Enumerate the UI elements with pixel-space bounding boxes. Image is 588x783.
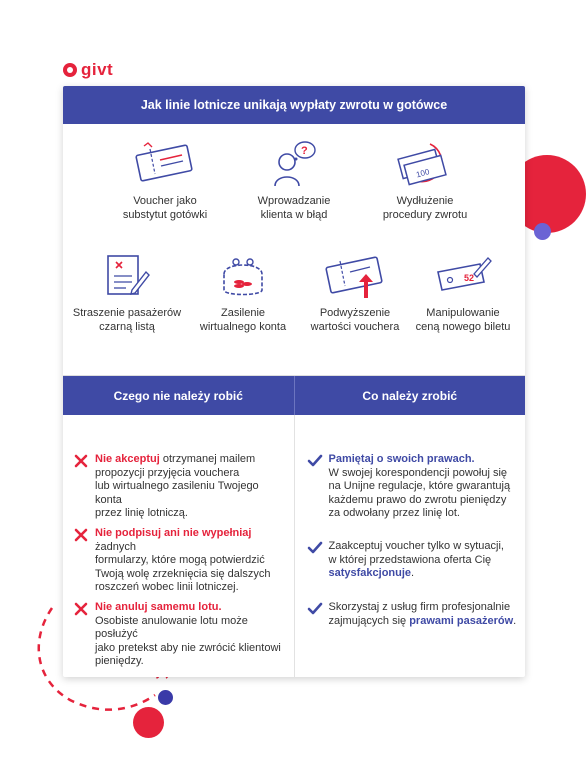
ticket-price-edit-icon <box>432 252 494 300</box>
svg-text:100: 100 <box>415 167 431 180</box>
do-column-title: Co należy zrobić <box>362 388 458 403</box>
tactic-label: wartości vouchera <box>310 321 400 333</box>
confused-person-icon <box>269 140 319 188</box>
decor-red-dot-bottom <box>133 707 164 738</box>
rule-text: przez linię lotniczą. <box>95 507 188 519</box>
checkmark-icon <box>307 540 323 556</box>
tactic-label: wirtualnego konta <box>199 321 287 333</box>
tactic-label: Manipulowanie <box>426 307 500 319</box>
tactic-prolonging <box>355 140 495 222</box>
svg-text:52: 52 <box>464 273 475 283</box>
rule-highlight: prawami pasażerów <box>409 614 514 627</box>
rule-text: Zaakceptuj voucher tylko w sytuacji, <box>328 540 504 552</box>
do-column <box>295 415 526 677</box>
dont-column <box>63 415 295 677</box>
rule-text: Twoją wolę zrzeknięcia się dalszych <box>95 567 271 580</box>
rule-text: zajmujących się <box>328 614 410 627</box>
checkmark-icon <box>307 601 323 617</box>
dont-rule <box>73 601 288 669</box>
dont-column-title: Czego nie należy robić <box>63 376 295 415</box>
ticket-up-arrow-icon <box>324 252 386 300</box>
rule-text: . <box>411 567 415 579</box>
tactic-label: Podwyższenie <box>319 307 391 319</box>
decor-blue-dot <box>534 223 551 240</box>
rule-text: propozycji przyjęcia vouchera <box>95 466 240 479</box>
cross-icon <box>73 453 89 469</box>
do-rule <box>307 540 519 581</box>
tactic-label: Wydłużenie <box>396 195 454 207</box>
rule-highlight: Nie podpisuj ani nie wypełniaj <box>95 527 252 539</box>
rule-text: pieniędzy. <box>95 655 144 667</box>
logo-text: givt <box>81 60 114 79</box>
tactic-label: Voucher jako <box>133 195 197 207</box>
tactic-misleading <box>224 140 364 222</box>
tactic-label: ceną nowego biletu <box>415 321 511 333</box>
tactic-label: procedury zwrotu <box>382 209 468 221</box>
rule-text: formularzy, które mogą potwierdzić <box>95 554 265 566</box>
rule-text: jako pretekst aby nie zwrócić klientowi <box>95 641 281 654</box>
rule-text: . <box>513 614 517 627</box>
cross-icon <box>73 527 89 543</box>
decor-blue-dot-bottom <box>158 690 173 705</box>
rule-text: każdemu prawo do zwrotu pieniędzy <box>328 493 507 506</box>
tactic-label: czarną listą <box>99 321 155 333</box>
document-pen-icon <box>102 252 152 300</box>
tactic-price-manipulation <box>393 252 525 334</box>
tactic-label: substytut gotówki <box>122 209 208 221</box>
do-rule <box>307 601 519 628</box>
rule-text: za odwołany przez linię lot. <box>328 507 460 519</box>
rule-text: roszczeń wobec linii lotniczej. <box>95 581 239 593</box>
rule-text: Osobiste anulowanie lotu może posłużyć <box>95 614 248 640</box>
rule-text: lub wirtualnego zasileniu Twojego konta <box>95 480 259 506</box>
givt-logo <box>63 60 113 80</box>
rule-text: żadnych <box>95 540 136 553</box>
tactic-label: Zasilenie <box>220 307 266 319</box>
infographic-title: Jak linie lotnicze unikają wypłaty zwrotu w gotówce <box>63 86 525 124</box>
tactic-voucher <box>95 140 235 222</box>
svg-text:?: ? <box>301 145 308 157</box>
rule-text: na Unijne regulacje, które gwarantują <box>328 480 511 492</box>
rules-columns <box>63 415 525 677</box>
logo-mark-icon <box>63 63 77 77</box>
dont-rule <box>73 527 288 595</box>
infographic-card <box>63 86 525 677</box>
rule-text: W swojej korespondencji powołuj się <box>328 466 508 479</box>
checkmark-icon <box>307 453 323 469</box>
wallet-coins-icon <box>218 252 268 300</box>
tactic-label: Wprowadzanie <box>257 195 331 207</box>
ticket-icon <box>134 140 196 188</box>
rule-text: otrzymanej mailem <box>159 453 256 465</box>
money-clock-icon <box>394 140 456 188</box>
rule-text: Skorzystaj z usług firm profesjonalnie <box>328 601 511 613</box>
rule-highlight: Nie akceptuj <box>95 453 160 465</box>
rule-highlight: satysfakcjonuje <box>328 567 412 579</box>
rule-highlight: Pamiętaj o swoich prawach. <box>328 453 475 465</box>
rule-text: w której przedstawiona oferta Cię <box>328 553 492 566</box>
columns-header <box>63 376 525 415</box>
tactics-grid <box>63 124 525 376</box>
dont-rule <box>73 453 288 521</box>
cross-icon <box>73 601 89 617</box>
tactic-label: Straszenie pasażerów <box>72 307 182 319</box>
do-rule <box>307 453 519 521</box>
rule-highlight: Nie anuluj samemu lotu. <box>95 601 222 613</box>
tactic-label: klienta w błąd <box>260 209 328 221</box>
